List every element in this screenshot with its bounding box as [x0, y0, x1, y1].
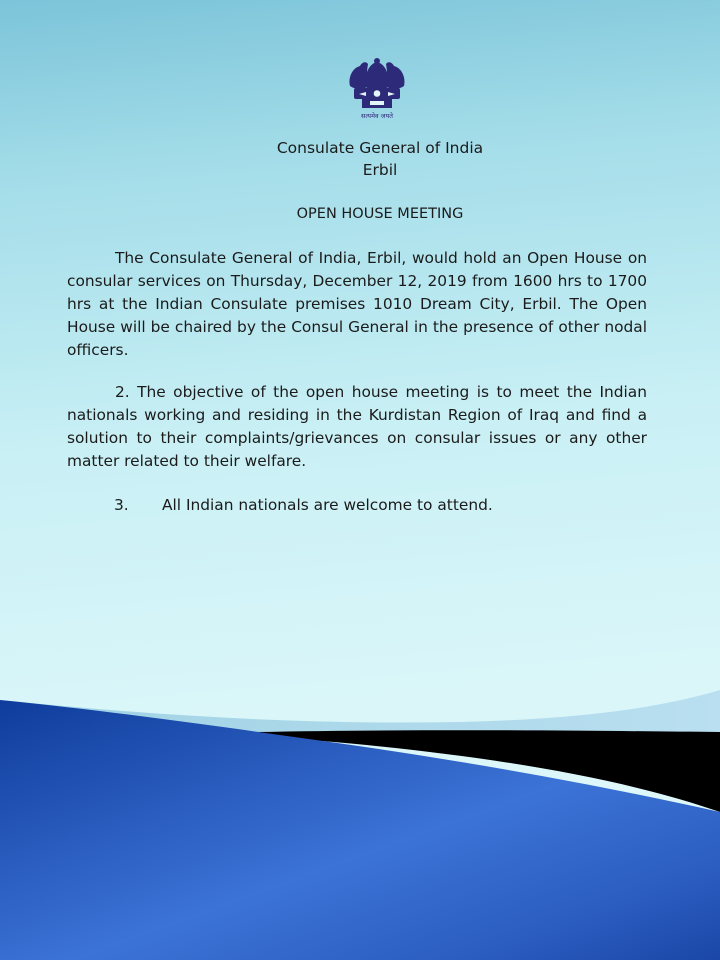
emblem-motto: सत्यमेव जयते [361, 112, 393, 120]
page-title: OPEN HOUSE MEETING [296, 206, 464, 222]
paragraph-3-number: 3. [114, 496, 129, 514]
paragraph-3 [114, 496, 493, 514]
ashoka-emblem-icon [346, 56, 408, 140]
city-name: Erbil [362, 161, 398, 179]
consulate-name: Consulate General of India [276, 139, 484, 157]
paragraph-2: 2. The objective of the open house meeting is to meet the Indian nationals working and residing in the Kurdistan Region of Iraq and find a solution to their complaints/grievances on consular issues or any other matter related to their welfare. [67, 383, 647, 470]
paragraph-1: The Consulate General of India, Erbil, would hold an Open House on consular services on Thursday, December 12, 2019 from 1600 hrs to 1700 hrs at the Indian Consulate premises 1010 Dream City, Erbil. The Open House will be chaired by the Consul General in the presence of other nodal officers. [67, 249, 647, 359]
paragraph-3-text: All Indian nationals are welcome to attend. [162, 496, 493, 514]
